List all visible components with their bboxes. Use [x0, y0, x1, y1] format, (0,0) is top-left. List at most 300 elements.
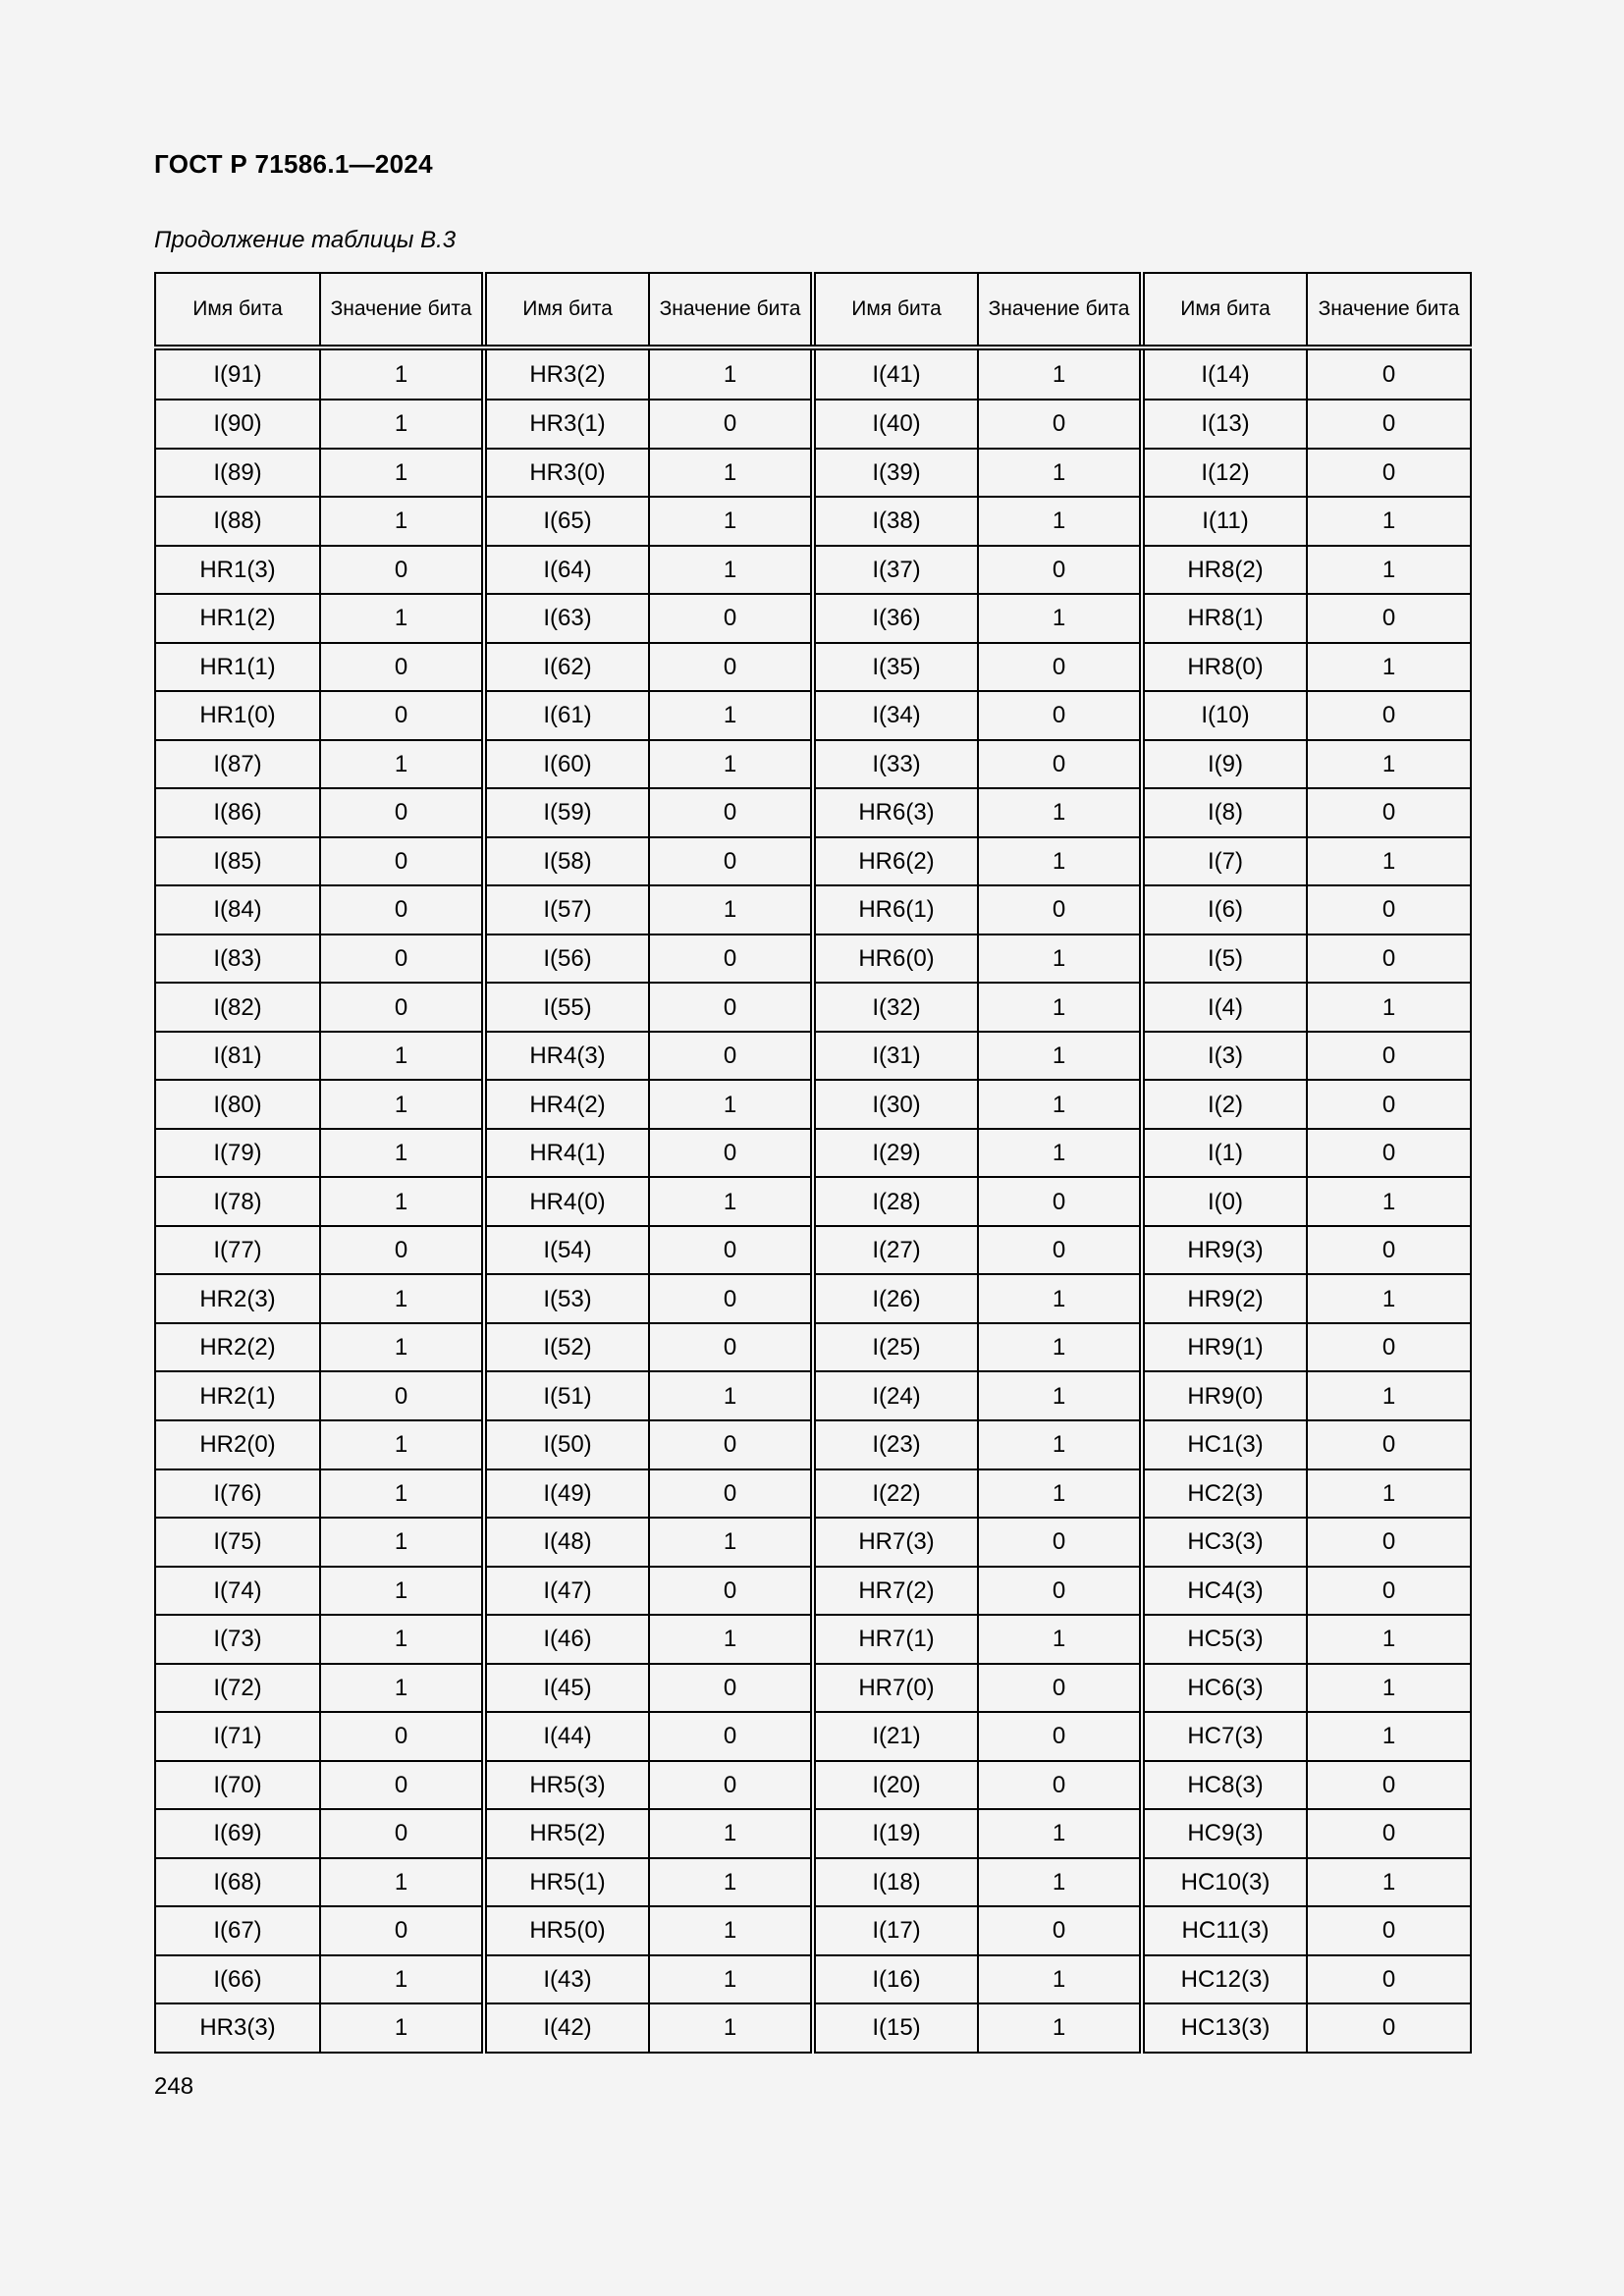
bit-name-cell: I(79) [155, 1129, 320, 1178]
bit-value-cell: 1 [649, 1955, 813, 2004]
bit-name-cell: I(76) [155, 1469, 320, 1519]
bit-value-cell: 1 [649, 2003, 813, 2053]
bit-name-cell: I(59) [484, 788, 649, 837]
bit-value-cell: 0 [1307, 1518, 1471, 1567]
bit-value-cell: 1 [649, 1615, 813, 1664]
table-row [155, 1274, 1471, 1323]
bit-name-cell: I(2) [1142, 1080, 1307, 1129]
bit-value-cell: 0 [649, 643, 813, 692]
bit-name-cell: I(41) [813, 347, 978, 400]
table-row [155, 1906, 1471, 1955]
bit-value-cell: 1 [978, 1469, 1142, 1519]
bit-name-cell: HC11(3) [1142, 1906, 1307, 1955]
bit-name-cell: I(51) [484, 1371, 649, 1420]
bit-name-cell: I(64) [484, 546, 649, 595]
bit-name-cell: I(34) [813, 691, 978, 740]
bit-value-cell: 0 [649, 1712, 813, 1761]
bit-name-cell: I(40) [813, 400, 978, 449]
bit-value-cell: 0 [649, 400, 813, 449]
bit-name-cell: HC7(3) [1142, 1712, 1307, 1761]
bit-name-cell: HR9(1) [1142, 1323, 1307, 1372]
bit-name-cell: I(69) [155, 1809, 320, 1858]
bit-name-cell: I(32) [813, 983, 978, 1032]
bit-value-cell: 1 [320, 1274, 484, 1323]
bit-name-cell: HC9(3) [1142, 1809, 1307, 1858]
bit-value-cell: 1 [1307, 837, 1471, 886]
bit-name-cell: I(29) [813, 1129, 978, 1178]
bit-name-cell: I(77) [155, 1226, 320, 1275]
bit-value-cell: 1 [978, 1080, 1142, 1129]
bit-name-cell: HC5(3) [1142, 1615, 1307, 1664]
bit-name-cell: HR9(2) [1142, 1274, 1307, 1323]
bit-name-cell: I(57) [484, 885, 649, 934]
bit-name-cell: HR1(3) [155, 546, 320, 595]
bit-name-cell: I(46) [484, 1615, 649, 1664]
bit-value-cell: 0 [1307, 1032, 1471, 1081]
bit-value-cell: 0 [1307, 1420, 1471, 1469]
bit-value-cell: 0 [1307, 1129, 1471, 1178]
bit-name-cell: I(13) [1142, 400, 1307, 449]
bit-name-cell: HR3(2) [484, 347, 649, 400]
bit-value-cell: 0 [320, 1761, 484, 1810]
bit-name-cell: HR9(3) [1142, 1226, 1307, 1275]
bit-name-cell: HR9(0) [1142, 1371, 1307, 1420]
bit-name-cell: HR2(3) [155, 1274, 320, 1323]
bit-name-cell: HR3(3) [155, 2003, 320, 2053]
bit-value-cell: 0 [649, 1761, 813, 1810]
bit-name-cell: I(25) [813, 1323, 978, 1372]
bit-value-cell: 0 [320, 1906, 484, 1955]
bit-name-cell: HC3(3) [1142, 1518, 1307, 1567]
bit-value-cell: 1 [649, 347, 813, 400]
bit-value-cell: 0 [1307, 1955, 1471, 2004]
bit-name-cell: HR6(3) [813, 788, 978, 837]
table-body [155, 347, 1471, 2053]
bit-name-cell: I(89) [155, 449, 320, 498]
bit-name-cell: I(20) [813, 1761, 978, 1810]
bit-value-cell: 1 [320, 594, 484, 643]
bit-value-cell: 1 [1307, 1664, 1471, 1713]
bit-value-cell: 0 [1307, 1761, 1471, 1810]
bit-value-cell: 0 [978, 1518, 1142, 1567]
table-row [155, 1955, 1471, 2004]
bit-value-cell: 1 [649, 1177, 813, 1226]
bit-value-cell: 0 [1307, 1080, 1471, 1129]
bit-value-cell: 0 [1307, 449, 1471, 498]
bit-name-cell: HC2(3) [1142, 1469, 1307, 1519]
bit-name-cell: HR7(1) [813, 1615, 978, 1664]
bit-value-cell: 1 [978, 449, 1142, 498]
bit-name-cell: I(91) [155, 347, 320, 400]
bit-name-cell: HR5(2) [484, 1809, 649, 1858]
bit-value-cell: 0 [978, 400, 1142, 449]
bit-value-cell: 1 [1307, 1274, 1471, 1323]
bit-value-cell: 1 [649, 1809, 813, 1858]
table-row [155, 1615, 1471, 1664]
bit-name-cell: I(78) [155, 1177, 320, 1226]
bit-value-cell: 0 [649, 1469, 813, 1519]
table-row [155, 1809, 1471, 1858]
bit-value-cell: 1 [649, 1371, 813, 1420]
bit-name-cell: I(30) [813, 1080, 978, 1129]
bit-name-cell: I(5) [1142, 934, 1307, 984]
bit-name-cell: I(44) [484, 1712, 649, 1761]
bit-name-cell: HR8(1) [1142, 594, 1307, 643]
bit-name-cell: I(0) [1142, 1177, 1307, 1226]
table-row [155, 643, 1471, 692]
bit-value-cell: 0 [649, 594, 813, 643]
table-row [155, 347, 1471, 400]
bit-name-cell: HR4(0) [484, 1177, 649, 1226]
bit-value-cell: 0 [1307, 594, 1471, 643]
bit-name-cell: I(8) [1142, 788, 1307, 837]
bit-value-cell: 1 [320, 740, 484, 789]
bit-value-cell: 0 [978, 643, 1142, 692]
bit-name-cell: I(66) [155, 1955, 320, 2004]
bit-value-cell: 1 [320, 1420, 484, 1469]
bit-name-cell: I(82) [155, 983, 320, 1032]
table-row [155, 1518, 1471, 1567]
bit-value-cell: 0 [320, 546, 484, 595]
bit-name-cell: I(74) [155, 1567, 320, 1616]
bit-value-cell: 0 [978, 546, 1142, 595]
bit-name-cell: I(84) [155, 885, 320, 934]
bit-value-cell: 0 [649, 934, 813, 984]
bit-value-cell: 1 [649, 497, 813, 546]
bit-value-cell: 1 [1307, 1615, 1471, 1664]
bit-name-cell: HR1(0) [155, 691, 320, 740]
bit-value-cell: 0 [978, 885, 1142, 934]
table-row [155, 1080, 1471, 1129]
bit-value-cell: 0 [978, 1712, 1142, 1761]
bit-name-cell: I(85) [155, 837, 320, 886]
bit-value-cell: 1 [978, 497, 1142, 546]
page-number: 248 [154, 2073, 194, 2100]
bit-value-cell: 1 [320, 347, 484, 400]
bit-name-cell: I(18) [813, 1858, 978, 1907]
bit-values-table [154, 272, 1472, 2054]
bit-name-cell: HR4(2) [484, 1080, 649, 1129]
bit-name-cell: HR7(2) [813, 1567, 978, 1616]
table-row [155, 1323, 1471, 1372]
bit-name-cell: I(45) [484, 1664, 649, 1713]
bit-value-cell: 1 [320, 1323, 484, 1372]
bit-value-cell: 0 [649, 837, 813, 886]
bit-name-cell: HR1(2) [155, 594, 320, 643]
table-row [155, 1469, 1471, 1519]
bit-value-cell: 1 [978, 1615, 1142, 1664]
bit-name-cell: HR8(2) [1142, 546, 1307, 595]
bit-name-cell: HR6(1) [813, 885, 978, 934]
bit-name-cell: I(38) [813, 497, 978, 546]
bit-name-cell: I(16) [813, 1955, 978, 2004]
bit-value-cell: 1 [320, 1518, 484, 1567]
header-bit-name: Имя бита [813, 273, 978, 347]
bit-value-cell: 1 [1307, 497, 1471, 546]
bit-value-cell: 1 [978, 1274, 1142, 1323]
bit-name-cell: HR5(1) [484, 1858, 649, 1907]
bit-name-cell: I(65) [484, 497, 649, 546]
table-row [155, 1664, 1471, 1713]
bit-name-cell: HR6(2) [813, 837, 978, 886]
bit-value-cell: 1 [978, 594, 1142, 643]
bit-name-cell: I(87) [155, 740, 320, 789]
bit-name-cell: I(23) [813, 1420, 978, 1469]
bit-value-cell: 0 [978, 1226, 1142, 1275]
bit-name-cell: HC1(3) [1142, 1420, 1307, 1469]
header-bit-name: Имя бита [1142, 273, 1307, 347]
bit-name-cell: HR5(0) [484, 1906, 649, 1955]
bit-name-cell: I(9) [1142, 740, 1307, 789]
bit-name-cell: I(61) [484, 691, 649, 740]
bit-name-cell: I(90) [155, 400, 320, 449]
bit-name-cell: I(73) [155, 1615, 320, 1664]
bit-value-cell: 1 [1307, 1712, 1471, 1761]
bit-name-cell: I(24) [813, 1371, 978, 1420]
table-row [155, 1761, 1471, 1810]
bit-value-cell: 1 [978, 1858, 1142, 1907]
bit-name-cell: I(60) [484, 740, 649, 789]
bit-name-cell: I(71) [155, 1712, 320, 1761]
bit-value-cell: 0 [1307, 1567, 1471, 1616]
bit-name-cell: HC13(3) [1142, 2003, 1307, 2053]
bit-name-cell: I(81) [155, 1032, 320, 1081]
bit-name-cell: HR2(1) [155, 1371, 320, 1420]
bit-name-cell: HR6(0) [813, 934, 978, 984]
bit-value-cell: 1 [978, 934, 1142, 984]
table-row [155, 983, 1471, 1032]
table-row [155, 788, 1471, 837]
table-row [155, 1226, 1471, 1275]
bit-value-cell: 0 [320, 1226, 484, 1275]
header-bit-name: Имя бита [155, 273, 320, 347]
bit-name-cell: HC12(3) [1142, 1955, 1307, 2004]
bit-value-cell: 0 [320, 983, 484, 1032]
bit-value-cell: 1 [649, 1906, 813, 1955]
bit-name-cell: I(4) [1142, 983, 1307, 1032]
bit-name-cell: I(49) [484, 1469, 649, 1519]
bit-value-cell: 1 [320, 1177, 484, 1226]
table-row [155, 691, 1471, 740]
bit-name-cell: I(54) [484, 1226, 649, 1275]
bit-value-cell: 1 [320, 1858, 484, 1907]
bit-value-cell: 1 [1307, 643, 1471, 692]
bit-name-cell: I(86) [155, 788, 320, 837]
bit-name-cell: I(33) [813, 740, 978, 789]
bit-value-cell: 0 [320, 1809, 484, 1858]
bit-value-cell: 1 [320, 497, 484, 546]
bit-name-cell: HR2(2) [155, 1323, 320, 1372]
bit-name-cell: I(62) [484, 643, 649, 692]
table-row [155, 1858, 1471, 1907]
bit-value-cell: 1 [978, 1809, 1142, 1858]
bit-value-cell: 1 [649, 1518, 813, 1567]
table-row [155, 497, 1471, 546]
bit-value-cell: 1 [320, 449, 484, 498]
bit-value-cell: 0 [320, 1712, 484, 1761]
bit-value-cell: 0 [649, 788, 813, 837]
header-bit-name: Имя бита [484, 273, 649, 347]
bit-name-cell: I(10) [1142, 691, 1307, 740]
table-row [155, 837, 1471, 886]
bit-value-cell: 1 [320, 400, 484, 449]
table-row [155, 1129, 1471, 1178]
bit-value-cell: 0 [649, 1323, 813, 1372]
bit-value-cell: 1 [320, 1567, 484, 1616]
bit-name-cell: HR5(3) [484, 1761, 649, 1810]
table-row [155, 1371, 1471, 1420]
bit-name-cell: I(14) [1142, 347, 1307, 400]
bit-value-cell: 1 [1307, 546, 1471, 595]
bit-value-cell: 1 [320, 1032, 484, 1081]
bit-value-cell: 0 [320, 691, 484, 740]
bit-name-cell: I(63) [484, 594, 649, 643]
bit-value-cell: 1 [978, 1955, 1142, 2004]
bit-value-cell: 1 [649, 740, 813, 789]
header-bit-value: Значение бита [649, 273, 813, 347]
bit-value-cell: 0 [1307, 691, 1471, 740]
bit-name-cell: I(68) [155, 1858, 320, 1907]
bit-name-cell: HC8(3) [1142, 1761, 1307, 1810]
bit-name-cell: I(50) [484, 1420, 649, 1469]
bit-value-cell: 0 [649, 1664, 813, 1713]
document-title: ГОСТ Р 71586.1—2024 [154, 149, 433, 179]
bit-value-cell: 1 [978, 1032, 1142, 1081]
bit-name-cell: HC6(3) [1142, 1664, 1307, 1713]
bit-value-cell: 0 [649, 1032, 813, 1081]
bit-value-cell: 1 [649, 885, 813, 934]
bit-value-cell: 1 [320, 2003, 484, 2053]
bit-value-cell: 0 [1307, 347, 1471, 400]
bit-value-cell: 1 [978, 788, 1142, 837]
bit-name-cell: I(7) [1142, 837, 1307, 886]
bit-value-cell: 0 [978, 1906, 1142, 1955]
header-bit-value: Значение бита [320, 273, 484, 347]
bit-name-cell: HR1(1) [155, 643, 320, 692]
bit-value-cell: 1 [320, 1469, 484, 1519]
bit-value-cell: 1 [978, 1371, 1142, 1420]
bit-value-cell: 1 [1307, 740, 1471, 789]
bit-name-cell: I(27) [813, 1226, 978, 1275]
bit-name-cell: I(42) [484, 2003, 649, 2053]
bit-name-cell: I(88) [155, 497, 320, 546]
bit-name-cell: I(48) [484, 1518, 649, 1567]
bit-name-cell: I(58) [484, 837, 649, 886]
bit-name-cell: HC4(3) [1142, 1567, 1307, 1616]
bit-value-cell: 0 [1307, 788, 1471, 837]
bit-name-cell: I(43) [484, 1955, 649, 2004]
bit-value-cell: 0 [649, 1274, 813, 1323]
bit-value-cell: 1 [649, 546, 813, 595]
bit-value-cell: 1 [1307, 1858, 1471, 1907]
bit-value-cell: 1 [320, 1615, 484, 1664]
bit-name-cell: I(47) [484, 1567, 649, 1616]
bit-value-cell: 0 [320, 885, 484, 934]
bit-value-cell: 0 [649, 1420, 813, 1469]
bit-name-cell: I(75) [155, 1518, 320, 1567]
bit-value-cell: 0 [1307, 934, 1471, 984]
bit-name-cell: HC10(3) [1142, 1858, 1307, 1907]
bit-value-cell: 0 [978, 691, 1142, 740]
bit-name-cell: I(11) [1142, 497, 1307, 546]
table-header-row [155, 273, 1471, 347]
bit-value-cell: 0 [649, 1129, 813, 1178]
bit-name-cell: HR7(3) [813, 1518, 978, 1567]
table-row [155, 1567, 1471, 1616]
bit-value-cell: 0 [1307, 1809, 1471, 1858]
table-row [155, 2003, 1471, 2053]
bit-name-cell: I(21) [813, 1712, 978, 1761]
bit-value-cell: 0 [1307, 1906, 1471, 1955]
bit-name-cell: I(39) [813, 449, 978, 498]
bit-value-cell: 1 [978, 2003, 1142, 2053]
bit-value-cell: 0 [649, 1567, 813, 1616]
bit-name-cell: I(70) [155, 1761, 320, 1810]
bit-name-cell: I(19) [813, 1809, 978, 1858]
bit-value-cell: 0 [320, 837, 484, 886]
bit-value-cell: 1 [1307, 983, 1471, 1032]
table-row [155, 1420, 1471, 1469]
table-row [155, 1032, 1471, 1081]
bit-value-cell: 0 [1307, 400, 1471, 449]
bit-name-cell: I(26) [813, 1274, 978, 1323]
bit-value-cell: 1 [978, 837, 1142, 886]
table-caption: Продолжение таблицы В.3 [154, 227, 457, 253]
bit-value-cell: 1 [320, 1080, 484, 1129]
table-row [155, 594, 1471, 643]
bit-name-cell: I(22) [813, 1469, 978, 1519]
bit-name-cell: I(3) [1142, 1032, 1307, 1081]
bit-name-cell: HR7(0) [813, 1664, 978, 1713]
bit-value-cell: 0 [320, 788, 484, 837]
bit-name-cell: I(52) [484, 1323, 649, 1372]
bit-value-cell: 1 [978, 1323, 1142, 1372]
bit-value-cell: 0 [320, 643, 484, 692]
bit-name-cell: I(6) [1142, 885, 1307, 934]
bit-value-cell: 1 [1307, 1469, 1471, 1519]
bit-name-cell: I(80) [155, 1080, 320, 1129]
bit-value-cell: 0 [1307, 1323, 1471, 1372]
bit-name-cell: I(17) [813, 1906, 978, 1955]
bit-name-cell: I(55) [484, 983, 649, 1032]
table-row [155, 449, 1471, 498]
bit-value-cell: 1 [649, 1858, 813, 1907]
bit-value-cell: 0 [978, 1177, 1142, 1226]
bit-value-cell: 0 [649, 983, 813, 1032]
bit-value-cell: 1 [978, 1129, 1142, 1178]
bit-name-cell: I(31) [813, 1032, 978, 1081]
bit-value-cell: 1 [320, 1664, 484, 1713]
bit-name-cell: I(35) [813, 643, 978, 692]
bit-name-cell: I(56) [484, 934, 649, 984]
bit-name-cell: I(83) [155, 934, 320, 984]
bit-value-cell: 1 [649, 691, 813, 740]
header-bit-value: Значение бита [1307, 273, 1471, 347]
bit-name-cell: I(53) [484, 1274, 649, 1323]
bit-name-cell: I(72) [155, 1664, 320, 1713]
bit-value-cell: 0 [1307, 2003, 1471, 2053]
bit-value-cell: 1 [1307, 1371, 1471, 1420]
bit-name-cell: HR3(0) [484, 449, 649, 498]
bit-value-cell: 1 [978, 347, 1142, 400]
bit-name-cell: I(15) [813, 2003, 978, 2053]
table-row [155, 546, 1471, 595]
bit-value-cell: 1 [978, 1420, 1142, 1469]
table-row [155, 885, 1471, 934]
bit-value-cell: 0 [978, 1567, 1142, 1616]
bit-value-cell: 1 [649, 449, 813, 498]
table-row [155, 1177, 1471, 1226]
